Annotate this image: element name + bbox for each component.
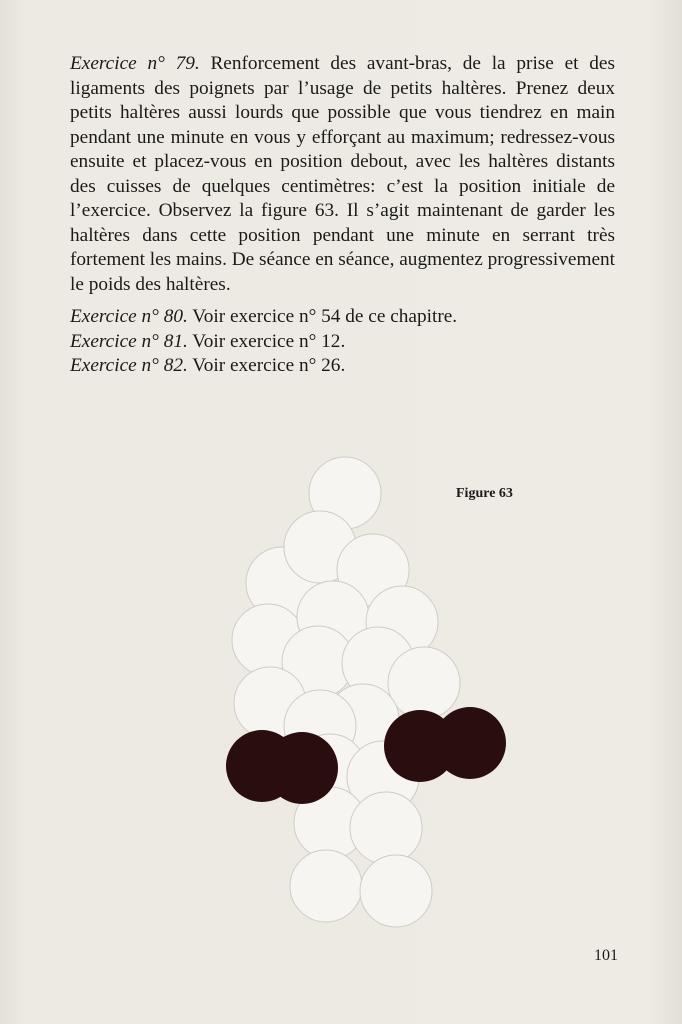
dumbbell-weight — [434, 707, 506, 779]
exercise-80-text: Voir exercice n° 54 de ce chapitre. — [187, 306, 458, 327]
exercise-80-label: Exercice n° 80. — [70, 306, 188, 327]
exercise-79-text: Renforcement des avant-bras, de la prise et des ligaments des poignets par l’usage de petits haltères. Prenez deux petits haltères aussi lourds que possible que vous tiendrez en main pendant une minute en vous y efforçant au maximum; redressez-vous ensuite et placez-vous en position debout, avec les haltères distants des cuisses de quelques centimètres: c’est la position initiale de l’exercice. Observez la figure 63. Il s’agit maintenant de garder les haltères dans cette position pendant une minute en serrant très fortement les mains. De séance en séance, augmentez progressivement le poids des haltères. — [70, 53, 616, 295]
figure-disc — [290, 850, 362, 922]
figure-caption: Figure 63 — [456, 486, 513, 501]
exercise-82-text: Voir exercice n° 26. — [187, 355, 346, 376]
figure-disc — [388, 647, 460, 719]
exercise-81-label: Exercice n° 81. — [70, 330, 188, 352]
exercise-81-text: Voir exercice n° 12. — [187, 330, 346, 352]
exercise-82-label: Exercice n° 82. — [70, 355, 188, 376]
figure-disc — [360, 855, 432, 927]
exercise-79-label: Exercice n° 79. — [70, 53, 200, 74]
dumbbell-weight — [266, 732, 338, 804]
page-number: 101 — [594, 947, 618, 964]
figure-disc — [350, 792, 422, 864]
